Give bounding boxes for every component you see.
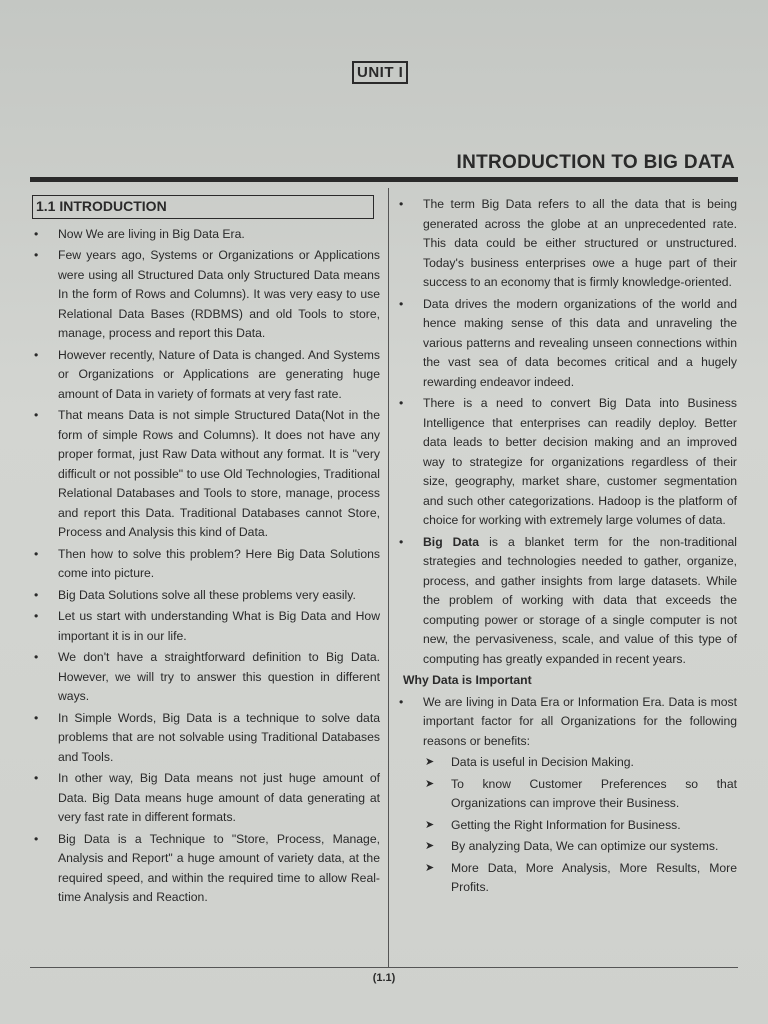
benefit-item: ➤ Data is useful in Decision Making. (425, 753, 737, 773)
list-item: • Big Data is a Technique to "Store, Process, Manage, Analysis and Report" a huge amount of variety data, at the required speed, and within the required time to allow Real-time Analysis and Reaction. (32, 830, 380, 908)
list-item: • In other way, Big Data means not just huge amount of Data. Big Data means huge amount of data generating at very fast rate in different formats. (32, 769, 380, 828)
column-divider (388, 188, 389, 968)
left-column (32, 195, 380, 910)
list-item-big-data (397, 533, 737, 670)
list-item: • Let us start with understanding What is Big Data and How important it is in our life. (32, 607, 380, 646)
list-item: • Few years ago, Systems or Organizations or Applications were using all Structured Data only Structured Data means In the form of Rows and Columns). It was very easy to use Relational Data Bases (RDBMS) and old Tools to store, manage, process and report this Data. (32, 246, 380, 344)
why-bullet-list (397, 693, 737, 752)
page-number: (1.1) (372, 972, 396, 984)
list-item: • That means Data is not simple Structured Data(Not in the form of simple Rows and Columns). It does not have any proper format, just Raw Data without any format. It is "very difficult or not possible" to use Old Technologies, Traditional Relational Databases and Tools to store, manage, process and report this Data. Traditional Databases cannot Store, Process and Analysis this kind of Data. (32, 406, 380, 543)
benefit-item: ➤ To know Customer Preferences so that Organizations can improve their Business. (425, 776, 737, 810)
benefits-list (397, 753, 737, 898)
definition-bullet-list (397, 195, 737, 669)
list-item: • The term Big Data refers to all the data that is being generated across the globe at an unprecedented rate. This data could be either structured or unstructured. Today's business enterprises owe a huge part of their success to an economy that is firmly knowledge-oriented. (397, 195, 737, 293)
benefit-item: ➤ Getting the Right Information for Business. (425, 816, 737, 836)
list-item: • We don't have a straightforward definition to Big Data. However, we will try to answer this question in different ways. (32, 648, 380, 707)
right-column (397, 195, 737, 900)
list-item: • Data drives the modern organizations of the world and hence making sense of this data and unraveling the various patterns and revealing unseen connections within the vast sea of data becomes critical and a hugely rewarding endeavor indeed. (397, 295, 737, 393)
list-item: • However recently, Nature of Data is changed. And Systems or Organizations or Applications are generating huge amount of Data in variety of formats at very fast rate. (32, 346, 380, 405)
arrow-icon: ➤ (425, 818, 435, 831)
chapter-title: INTRODUCTION TO BIG DATA (456, 152, 735, 173)
definition-text: is a blanket term for the non-traditional strategies and technologies needed to gather, organize, process, and gather insights from large datasets. While the problem of working with data that exceeds the computing power or storage of a single computer is not new, the pervasiveness, scale, and value of this type of computing has greatly expanded in recent years. (423, 534, 738, 666)
list-item: • Then how to solve this problem? Here Big Data Solutions come into picture. (32, 545, 380, 584)
footer-rule (30, 967, 738, 968)
unit-label: UNIT I (352, 61, 408, 84)
arrow-icon: ➤ (425, 777, 435, 790)
benefit-item: ➤ More Data, More Analysis, More Results, More Profits. (425, 860, 737, 894)
subheading-why-data: Why Data is Important (403, 673, 532, 687)
arrow-icon: ➤ (425, 861, 435, 874)
list-item: • In Simple Words, Big Data is a technique to solve data problems that are not solvable using Traditional Databases and Tools. (32, 709, 380, 768)
title-rule (30, 177, 738, 182)
section-heading: 1.1 INTRODUCTION (32, 195, 374, 219)
benefit-item: ➤ By analyzing Data, We can optimize our systems. (425, 837, 737, 857)
list-item: • There is a need to convert Big Data into Business Intelligence that enterprises can readily deploy. Better data leads to better decision making and an improved way to strategize for organizations regardless of their size, geography, market share, customer segmentation and such other categorizations. Hadoop is the platform of choice for working with extremely large volumes of data. (397, 394, 737, 531)
intro-bullet-list (32, 225, 380, 908)
arrow-icon: ➤ (425, 840, 435, 852)
list-item: • Now We are living in Big Data Era. (32, 225, 380, 245)
list-item: • Big Data Solutions solve all these problems very easily. (32, 586, 380, 606)
bold-term: Big Data (423, 534, 480, 549)
arrow-icon: ➤ (425, 756, 435, 768)
list-item: • We are living in Data Era or Information Era. Data is most important factor for all Organizations for the following reasons or benefits: (397, 693, 737, 752)
